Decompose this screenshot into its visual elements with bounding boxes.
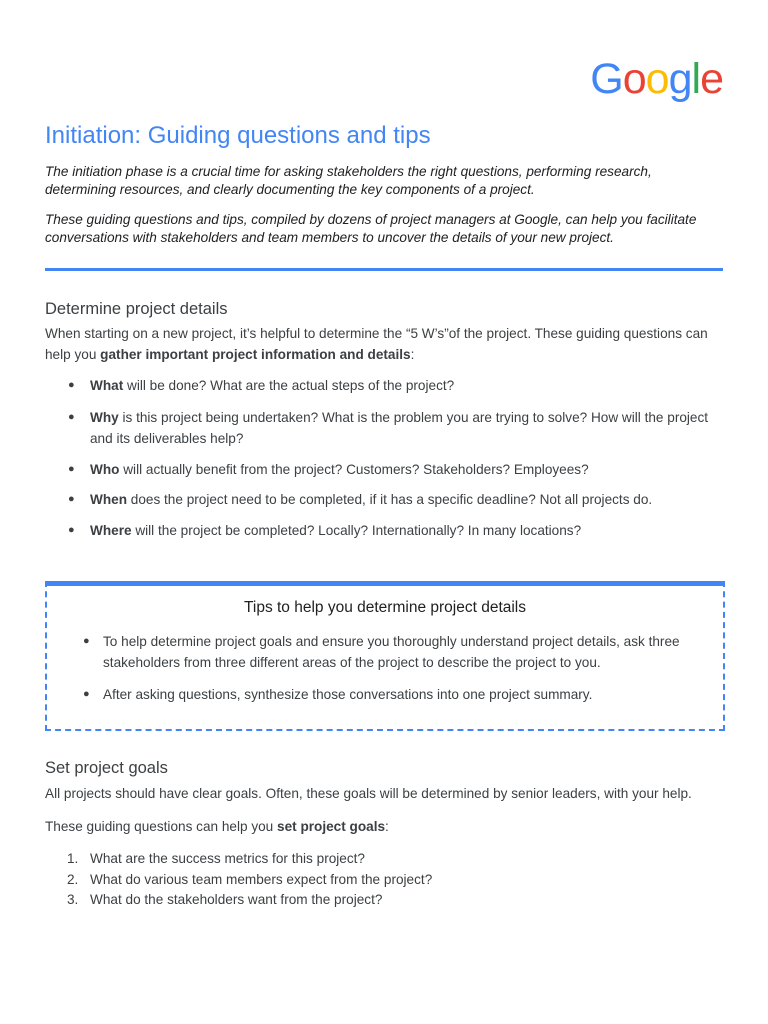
bullet-text: is this project being undertaken? What is the problem you are trying to solve? How will the project and its deliverables help?: [90, 410, 709, 446]
goal-question-text: What are the success metrics for this project?: [90, 851, 365, 866]
bullet-text: will actually benefit from the project? Customers? Stakeholders? Employees?: [119, 462, 589, 477]
details-text: When starting on a new project, it’s helpful to determine the “5 W’s”of the project. These guiding questions can help you: [45, 326, 708, 362]
logo-letter: o: [622, 55, 646, 103]
goals-text-end: :: [385, 819, 389, 834]
list-number: 2.: [67, 871, 79, 887]
section-divider: [45, 268, 723, 271]
bullet-keyword: When: [90, 492, 127, 507]
intro-paragraph-2: These guiding questions and tips, compiled by dozens of project managers at Google, can help you facilitate conversations with stakeholders and team members to uncover the details of your new project.: [45, 212, 697, 245]
tip-text: After asking questions, synthesize those conversations into one project summary.: [103, 687, 593, 702]
goals-bold-text: set project goals: [277, 819, 386, 834]
goals-paragraph-2: [45, 816, 723, 837]
bullet-who: [68, 459, 710, 480]
bullet-where: [68, 520, 710, 541]
bullet-text: does the project need to be completed, if it has a specific deadline? Not all projects do.: [127, 492, 653, 507]
bullet-dot: ●: [68, 411, 75, 423]
goal-question: [45, 870, 723, 891]
bullet-text: will the project be completed? Locally? Internationally? In many locations?: [131, 523, 582, 538]
details-paragraph: [45, 323, 723, 365]
details-text-end: :: [410, 347, 415, 362]
bullet-dot: ●: [83, 688, 90, 700]
logo-letter: l: [691, 55, 701, 103]
google-logo: [590, 55, 723, 103]
bullet-dot: ●: [68, 493, 75, 505]
details-bold-text: gather important project information and details: [100, 347, 411, 362]
goal-question: [45, 849, 723, 870]
goals-numbered-list: [45, 849, 723, 911]
bullet-when: [68, 489, 710, 510]
goal-question-text: What do various team members expect from the project?: [90, 871, 433, 887]
tips-heading: Tips to help you determine project details: [243, 599, 527, 616]
tip-item: [83, 684, 703, 705]
goal-question-text: What do the stakeholders want from the project?: [90, 892, 383, 907]
tips-top-bar: [47, 581, 723, 586]
logo-letter: o: [645, 55, 669, 103]
goal-question: [45, 890, 723, 911]
bullet-dot: ●: [68, 463, 75, 475]
logo-letter: e: [700, 55, 723, 103]
bullet-text: will be done? What are the actual steps of the project?: [123, 378, 455, 393]
logo-letter: G: [590, 55, 623, 103]
goals-text: These guiding questions can help you: [45, 819, 278, 834]
page-title: Initiation: Guiding questions and tips: [45, 122, 431, 149]
bullet-dot: ●: [68, 379, 75, 391]
bullet-what: [68, 375, 710, 396]
list-number: 3.: [67, 892, 79, 907]
bullet-dot: ●: [68, 524, 75, 536]
intro-paragraph-1: The initiation phase is a crucial time for asking stakeholders the right questions, performing research, determining resources, and clearly documenting the key components of a project.: [45, 164, 652, 197]
bullet-keyword: Why: [90, 410, 119, 425]
details-heading: Determine project details: [45, 300, 228, 318]
bullet-keyword: What: [90, 378, 124, 393]
tip-text: To help determine project goals and ensure you thoroughly understand project details, ask three stakeholders from three different areas of the project to describe the project to you.: [103, 634, 680, 670]
goals-paragraph-1: All projects should have clear goals. Often, these goals will be determined by senior leaders, with your help.: [45, 786, 692, 801]
tip-item: [83, 631, 703, 673]
bullet-dot: ●: [83, 635, 90, 647]
bullet-keyword: Who: [90, 462, 120, 477]
tips-callout-box: [45, 581, 725, 731]
bullet-why: [68, 407, 710, 449]
goals-heading: Set project goals: [45, 759, 168, 777]
bullet-keyword: Where: [90, 523, 132, 538]
list-number: 1.: [67, 851, 79, 866]
logo-letter: g: [668, 55, 692, 103]
